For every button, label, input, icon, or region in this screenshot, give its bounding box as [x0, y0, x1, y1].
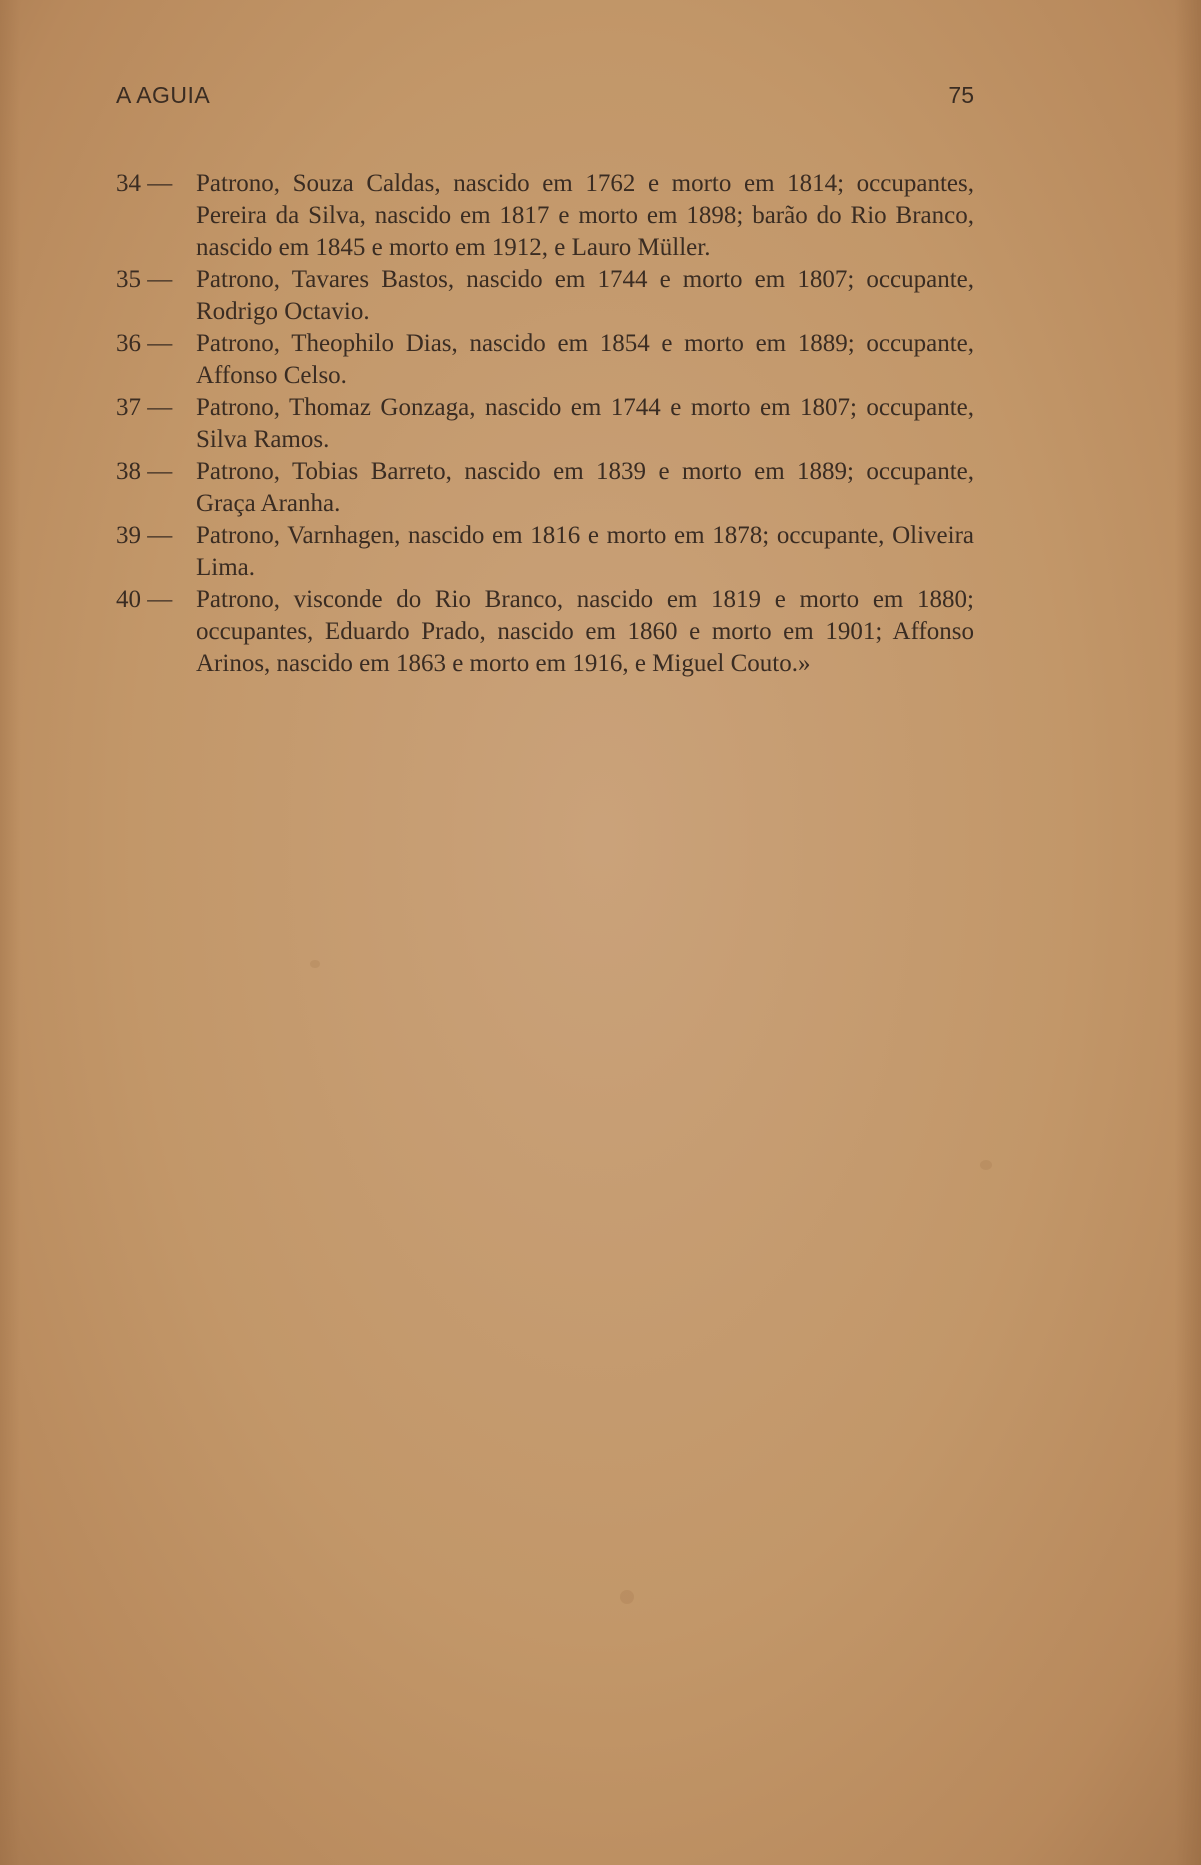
page-edge-shadow-left: [0, 0, 20, 1865]
entry-text: Patrono, Tavares Bastos, nascido em 1744 e morto em 1807; occupante, Rodrigo Octavio.: [196, 266, 974, 325]
paper-stain: [620, 1590, 634, 1604]
page-number: 75: [948, 82, 974, 108]
entry-text: Patrono, Varnhagen, nascido em 1816 e morto em 1878; occupante, Oliveira Lima.: [196, 522, 974, 581]
list-item: [116, 584, 974, 680]
entry-text: Patrono, Theophilo Dias, nascido em 1854 e morto em 1889; occupante, Affonso Celso.: [196, 330, 974, 389]
academy-chair-list: [116, 168, 974, 680]
list-item: [116, 168, 974, 264]
page-edge-shadow-right: [1175, 0, 1201, 1865]
entry-number: 34 —: [116, 170, 173, 197]
entry-text: Patrono, Tobias Barreto, nascido em 1839 e morto em 1889; occupante, Graça Aranha.: [196, 458, 974, 517]
entry-number: 38 —: [116, 458, 173, 485]
entry-text: Patrono, Thomaz Gonzaga, nascido em 1744 e morto em 1807; occupante, Silva Ramos.: [196, 394, 974, 453]
entry-number: 35 —: [116, 266, 173, 293]
page-header: [116, 82, 974, 114]
entry-number: 37 —: [116, 394, 173, 421]
paper-stain: [980, 1160, 992, 1170]
paper-stain: [310, 960, 320, 968]
entry-number: 40 —: [116, 586, 173, 613]
list-item: [116, 264, 974, 328]
entry-text: Patrono, visconde do Rio Branco, nascido em 1819 e morto em 1880; occupantes, Eduardo Prado, nascido em 1860 e morto em 1901; Affonso Arinos, nascido em 1863 e morto em 1916, e Miguel Couto.»: [196, 586, 974, 677]
entry-number: 36 —: [116, 330, 173, 357]
running-head: A AGUIA: [116, 82, 211, 108]
entry-text: Patrono, Souza Caldas, nascido em 1762 e morto em 1814; occupantes, Pereira da Silva, nascido em 1817 e morto em 1898; barão do Rio Branco, nascido em 1845 e morto em 1912, e Lauro Müller.: [196, 170, 974, 261]
list-item: [116, 456, 974, 520]
entry-number: 39 —: [116, 522, 173, 549]
list-item: [116, 392, 974, 456]
list-item: [116, 328, 974, 392]
list-item: [116, 520, 974, 584]
